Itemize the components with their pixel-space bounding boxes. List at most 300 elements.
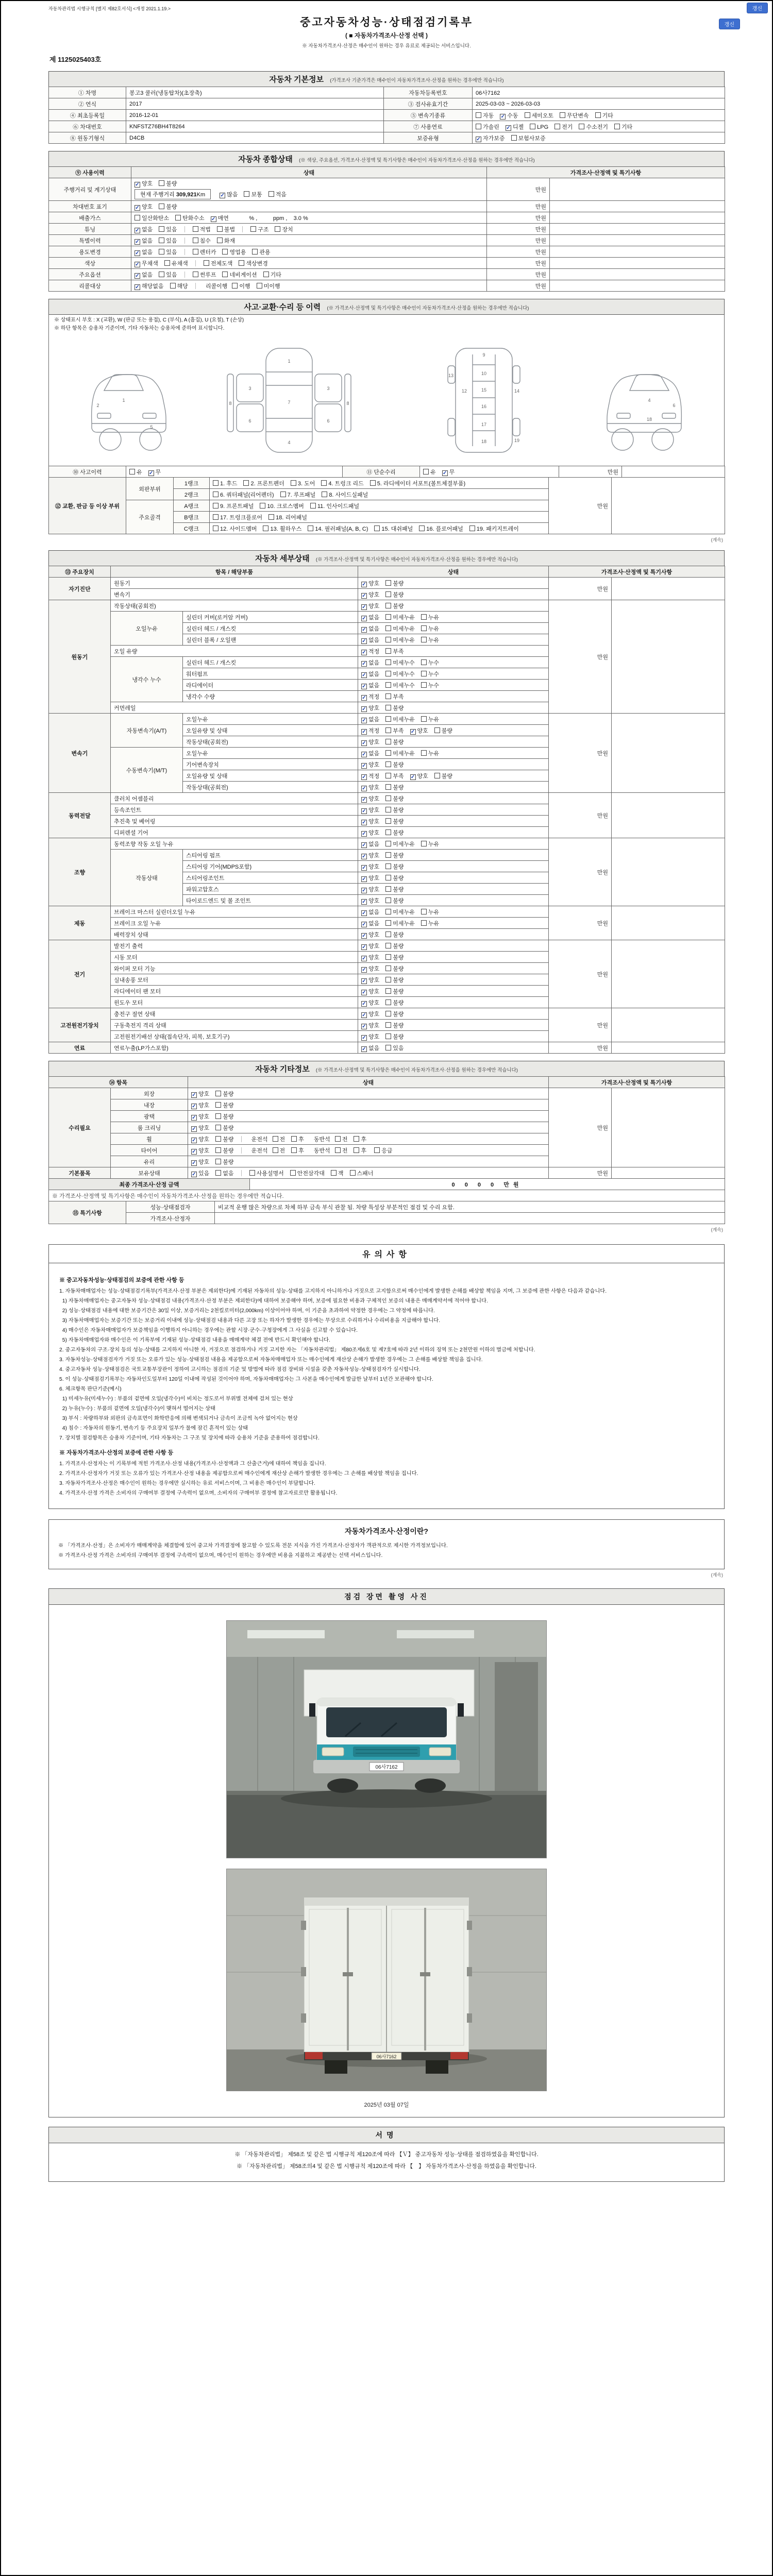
checkbox-option[interactable]: 침수 [193,236,211,245]
checkbox-option[interactable]: ✓ 양호 [192,1136,210,1143]
col-item: 항목 / 해당부품 [111,566,358,578]
status-options [358,793,549,804]
unchecked-checkbox-icon [385,637,391,642]
checkbox-option[interactable]: ✓ 양호 [362,761,380,769]
checkbox-option[interactable]: 불량 [434,772,452,780]
checkbox-option[interactable]: ✓ 양호 [362,1033,380,1041]
checkbox-option[interactable]: 미세누유 [385,624,415,633]
seat-side-label: 운전석 [251,1136,268,1143]
checkbox-option[interactable]: ✓ 적정 [362,693,380,701]
mainoption-options [135,272,183,278]
checkbox-option[interactable]: ✓ 양호 [362,852,380,859]
checkbox-option[interactable]: 14. 필러패널(A, B, C) [308,524,368,533]
unchecked-checkbox-icon [595,112,601,118]
checkbox-option[interactable]: 미세누유 [385,919,415,927]
unchecked-checkbox-icon [421,716,427,722]
remark-cell [612,578,725,600]
checkbox-option[interactable]: 불량 [215,1124,233,1132]
text-line: ※ 가격조사·산정 가격은 소비자의 구매여부 결정에 구속력이 없으며, 매수인이 원하는 경우에만 비용을 지불하고 제공받는 선택 서비스입니다. [58,1553,383,1559]
photo-section-title: 점검 장면 촬영 사진 [49,1589,724,1605]
checkbox-option[interactable]: 3. 도어 [291,479,315,487]
remark-cell [612,906,725,940]
checkbox-option[interactable]: 유채색 [164,259,188,267]
unchecked-checkbox-icon [215,1102,221,1108]
remark-cell [612,1167,725,1179]
exchange-label: ⑫ 교환, 판금 등 이상 부위 [49,478,126,534]
checkbox-option[interactable]: ✓ 양호 [192,1159,210,1166]
item-label: 실린더 헤드 / 개스킷 [183,623,358,634]
checkbox-option[interactable]: 구조 [250,225,268,233]
col-status: 상태 [131,167,487,178]
checked-checkbox-icon: ✓ [135,239,140,245]
refresh-badge[interactable]: 갱신 [719,19,740,29]
checkbox-option[interactable]: 불량 [215,1146,233,1155]
checkbox-option[interactable]: 불량 [385,930,404,939]
checked-checkbox-icon: ✓ [192,1171,196,1177]
checkbox-option[interactable]: 후 [354,1146,366,1155]
checkbox-option[interactable]: 누유 [421,613,439,621]
checkbox-option[interactable]: 전기 [554,123,573,131]
checkbox-option[interactable]: 부족 [385,772,404,780]
car-diagram-panel [48,335,725,466]
checkbox-option[interactable]: ✓ 양호 [362,1022,380,1029]
checkbox-option[interactable]: 불량 [385,817,404,825]
checkbox-option[interactable]: 일산화탄소 [135,214,169,222]
checkbox-option[interactable]: 불량 [215,1090,233,1098]
checkbox-option[interactable]: 누수 [421,658,439,667]
checkbox-option[interactable]: 누수 [421,681,439,689]
checkbox-option[interactable]: ✓ 양호 [410,727,428,735]
checkbox-option[interactable]: 안전삼각대 [290,1169,325,1177]
checkbox-option[interactable]: ✓ 매연 [211,215,229,222]
checkbox-option[interactable]: 미세누수 [385,658,415,667]
checkbox-option[interactable]: 불량 [385,794,404,803]
checkbox-option[interactable]: 불량 [385,602,404,610]
checkbox-option[interactable]: ✓ 양호 [362,988,380,995]
checkbox-option[interactable]: 18. 리어패널 [268,513,307,521]
checkbox-option[interactable]: 네비게이션 [222,270,257,279]
field-label: ④ 최초등록일 [49,110,126,121]
checkbox-option[interactable]: 있음 [385,1044,404,1052]
table-row-color [49,258,725,269]
checkbox-option[interactable]: ✓ 디젤 [506,124,524,131]
checkbox-option[interactable]: 불법 [217,225,235,233]
checkbox-option[interactable]: ✓ 양호 [362,954,380,961]
checked-checkbox-icon: ✓ [476,136,481,142]
checkbox-option[interactable]: 응급 [374,1146,392,1155]
checkbox-option[interactable]: 불량 [385,1021,404,1029]
checkbox-option[interactable]: 부족 [385,726,404,735]
checkbox-option[interactable]: 5. 라디에이터 서포트(볼트체결부품) [370,479,465,487]
checkbox-option[interactable]: ✓ 없음 [362,614,380,621]
checkbox-option[interactable]: ✓ 해당없음 [135,283,164,290]
price-cell: 만원 [549,940,612,1008]
checkbox-option[interactable]: 누유 [421,636,439,644]
checkbox-option[interactable]: ✓ 적정 [362,648,380,655]
checkbox-option[interactable]: ✓ 없음 [135,249,153,256]
checkbox-option[interactable]: 불량 [215,1158,233,1166]
checkbox-option[interactable]: ✓ 없음 [135,238,153,245]
legend-line: ※ 하단 항목은 승용차 기준이며, 기타 자동차는 승용차에 준하여 표시합니다. [54,326,225,331]
checkbox-option[interactable]: 영업용 [222,248,246,256]
checkbox-option[interactable]: 누유 [421,840,439,848]
checkbox-option[interactable]: ✓ 양호 [362,784,380,791]
checkbox-option[interactable]: ✓ 양호 [362,943,380,950]
checkbox-option[interactable]: 불량 [385,987,404,995]
checkbox-option[interactable]: 불량 [385,851,404,859]
checkbox-option[interactable]: 17. 트렁크플로어 [213,513,262,521]
checkbox-option[interactable]: ✓ 무채색 [135,260,158,267]
checkbox-option[interactable]: ✓ 양호 [192,1113,210,1121]
sub-group-label: 작동상태 [111,850,183,906]
rank1-items [210,478,549,489]
checkbox-option[interactable]: ✓ 없음 [362,671,380,678]
checkbox-option[interactable]: 불량 [385,579,404,587]
checkbox-option[interactable]: ✓ 양호 [362,591,380,599]
panel-number-label: 6 [327,418,330,423]
checkbox-option[interactable]: 불량 [385,976,404,984]
unchecked-checkbox-icon [213,503,219,509]
checkbox-option[interactable]: 후 [291,1146,304,1155]
checkbox-option[interactable]: 이행 [232,282,250,290]
checkbox-option[interactable]: 불량 [385,964,404,973]
checkbox-option[interactable]: 미세누유 [385,749,415,757]
checkbox-option[interactable]: 불량 [385,942,404,950]
checkbox-option[interactable]: ✓ 양호 [362,999,380,1007]
checkbox-option[interactable]: ✓ 양호 [362,965,380,973]
checkbox-option[interactable]: ✓ 양호 [192,1102,210,1109]
checkbox-option[interactable]: 10. 크로스멤버 [260,502,304,510]
unchecked-checkbox-icon [385,693,391,699]
text-line: 5. 이 성능·상태점검기록부는 자동차인도일부터 120일 이내에 작성된 것이어야 하며, 자동차매매업자는 그 사본을 매수인에게 발급한 날부터 1년간 보관해야 합니다. [59,1377,433,1382]
checkbox-option[interactable]: ✓ 없음 [362,716,380,723]
rankB-items [210,512,549,523]
checkbox-option[interactable]: LPG [530,124,548,130]
checkbox-option[interactable]: 렌터카 [193,248,216,256]
checkbox-option[interactable]: ✓ 많음 [220,192,238,198]
checkbox-option[interactable]: 8. 사이드실패널 [322,490,368,499]
checkbox-option[interactable]: 없음 [215,1169,233,1177]
checkbox-option[interactable]: 불량 [385,885,404,893]
checkbox-option[interactable]: 세미오토 [525,111,554,120]
checkbox-option[interactable]: 6. 쿼터패널(리어펜더) [213,490,274,499]
remark-cell [612,1008,725,1042]
checkbox-option[interactable]: 있음 [159,270,177,279]
checkbox-option[interactable]: 부족 [385,647,404,655]
checkbox-option[interactable]: 11. 인사이드패널 [310,502,359,510]
checkbox-option[interactable]: ✓ 양호 [362,795,380,803]
checkbox-option[interactable]: 미세누유 [385,636,415,644]
checkbox-option[interactable]: ✓ 양호 [362,603,380,610]
checkbox-option[interactable]: ✓ 적정 [362,727,380,735]
item-label: 타이어 [111,1145,188,1156]
checkbox-option[interactable]: ✓ 양호 [362,1011,380,1018]
first-registration-value: 2016-12-01 [126,110,384,121]
checkbox-option[interactable]: ✓ 양호 [362,705,380,712]
checkbox-option[interactable]: ✓ 없음 [362,637,380,644]
checkbox-option[interactable]: ✓ 양호 [362,977,380,984]
checkbox-option[interactable]: ✓ 없음 [362,920,380,927]
checkbox-option[interactable]: 불량 [385,806,404,814]
table-row-options [49,269,725,280]
item-label: 오일누유 [183,748,358,759]
checkbox-option[interactable]: 적음 [268,190,287,198]
price-cell: 만원 [487,258,550,269]
price-cell: 만원 [549,1088,612,1167]
sub-group-label: 자동변속기(A/T) [111,714,183,748]
tuning-cell [131,224,487,235]
checkbox-option[interactable]: 불량 [385,862,404,871]
checked-checkbox-icon: ✓ [362,842,366,848]
unchecked-checkbox-icon [159,238,164,243]
checkbox-option[interactable]: 불량 [385,998,404,1007]
checkbox-option[interactable]: 기타 [595,111,613,120]
divider [184,238,185,244]
checkbox-option[interactable]: 미세누유 [385,908,415,916]
checkbox-option[interactable]: ✓ 없음 [135,272,153,279]
checkbox-option[interactable]: 관용 [252,248,270,256]
unchecked-checkbox-icon [385,614,391,620]
checkbox-option[interactable]: 불량 [159,202,177,211]
truck-rear-photo-illustration [227,1869,546,2091]
checkbox-option[interactable]: ✓ 없음 [362,682,380,689]
checkbox-option[interactable]: 불량 [215,1135,233,1143]
checkbox-option[interactable]: ✓ 양호 [362,829,380,837]
checkbox-option[interactable]: 7. 루프패널 [280,490,316,499]
checkbox-option[interactable]: 불량 [215,1112,233,1121]
checkbox-option[interactable]: 있음 [159,236,177,245]
final-price-note: ※ 가격조사·산정액 및 특기사항은 매수인이 자동차가격조사·산정을 원하는 경우에만 적습니다. [49,1190,725,1201]
checkbox-option[interactable]: ✓ 없음 [362,841,380,848]
unchecked-checkbox-icon [217,226,223,232]
checkbox-option[interactable]: 미세누수 [385,681,415,689]
item-label: 스티어링 펌프 [183,850,358,861]
checkbox-option[interactable]: 불량 [385,896,404,905]
item-label: 실린더 헤드 / 개스킷 [183,657,358,668]
item-label: 디퍼렌셜 기어 [111,827,358,838]
checkbox-option[interactable]: 전 [335,1135,348,1143]
checkbox-option[interactable]: ✓ 양호 [192,1125,210,1132]
unchecked-checkbox-icon [204,260,209,266]
checkbox-option[interactable]: 색상변경 [239,259,268,267]
checkbox-option[interactable]: 16. 플로어패널 [419,524,463,533]
unchecked-checkbox-icon [273,1136,278,1142]
checkbox-option[interactable]: ✓ 없음 [362,909,380,916]
rank-label: 2랭크 [174,489,210,500]
color-options [135,261,194,267]
checkbox-option[interactable]: 누유 [421,919,439,927]
vehicle-name-value: 봉고3 쿨러(냉동탑차)(초장축) [126,87,384,98]
field-label: ② 연식 [49,98,126,110]
table-row-special [49,235,725,246]
unchecked-checkbox-icon [331,1170,337,1176]
checkbox-option[interactable]: ✓ 양호 [362,818,380,825]
item-label: 고전원전기배선 상태(접속단자, 피복, 보호기구) [111,1031,358,1042]
checkbox-option[interactable]: 해당 [170,282,188,290]
checkbox-option[interactable]: ✓ 양호 [410,773,428,780]
section-detail-title: 자동차 세부상태 [255,554,310,563]
checkbox-option[interactable]: ✓ 없음 [135,226,153,233]
checkbox-option[interactable]: 불량 [385,590,404,599]
checkbox-option[interactable]: 누유 [421,908,439,916]
checkbox-option[interactable]: 2. 프론트펜더 [243,479,284,487]
table-row-usechange [49,246,725,258]
checkbox-option[interactable]: ✓ 양호 [135,181,153,188]
checkbox-option[interactable]: 부족 [385,692,404,701]
checkbox-option[interactable]: ✓ 양호 [135,204,153,211]
checkbox-option[interactable]: 스패너 [350,1169,374,1177]
panel-number-label: 14 [514,388,519,394]
checkbox-option[interactable]: ✓ 무 [442,469,455,476]
unchecked-checkbox-icon [385,671,391,676]
checkbox-option[interactable]: 적법 [193,225,211,233]
checkbox-option[interactable]: 자동 [476,111,494,120]
checkbox-option[interactable]: 불량 [215,1101,233,1109]
checkbox-option[interactable]: 15. 대쉬패널 [374,524,413,533]
checkbox-option[interactable]: 불량 [434,726,452,735]
checkbox-option[interactable]: ✓ 양호 [362,875,380,882]
checkbox-option[interactable]: ✓ 무 [148,469,161,476]
checkbox-option[interactable]: 누수 [421,670,439,678]
unchecked-checkbox-icon [469,526,475,531]
checkbox-option[interactable]: ✓ 양호 [362,580,380,587]
checkbox-option[interactable]: ✓ 양호 [362,807,380,814]
checkbox-option[interactable]: 미이행 [257,282,280,290]
unchecked-checkbox-icon [385,580,391,586]
checkbox-option[interactable]: ✓ 양호 [362,931,380,939]
checkbox-option[interactable]: ✓ 수동 [500,112,518,120]
checkbox-option[interactable]: 불량 [385,874,404,882]
checkbox-option[interactable]: 불량 [159,179,177,188]
checkbox-option[interactable]: ✓ 양호 [362,739,380,746]
checkbox-option[interactable]: 탄화수소 [175,214,205,222]
checkbox-option[interactable]: 기타 [263,270,281,279]
checkbox-option[interactable]: 불량 [385,828,404,837]
checkbox-option[interactable]: 전 [273,1146,285,1155]
checked-checkbox-icon: ✓ [410,774,415,780]
checkbox-option[interactable]: 불량 [385,760,404,769]
accident-history-options [126,466,343,478]
checkbox-option[interactable]: ✓ 양호 [192,1091,210,1098]
checkbox-option[interactable]: 미세누유 [385,840,415,848]
item-label: 기어변속장치 [183,759,358,770]
checkbox-option[interactable]: 불량 [385,704,404,712]
unchecked-checkbox-icon [385,603,391,608]
checkbox-option[interactable]: ✓ 없음 [362,750,380,757]
checkbox-option[interactable]: 누유 [421,624,439,633]
checkbox-option[interactable]: 9. 프론트패널 [213,502,254,510]
divider [195,260,196,266]
checkbox-option[interactable]: 수소전기 [579,123,608,131]
checkbox-option[interactable]: ✓ 적정 [362,773,380,780]
checkbox-option[interactable]: ✓ 양호 [362,886,380,893]
unchecked-checkbox-icon [385,965,391,971]
checkbox-option[interactable]: ✓ 있음 [192,1170,210,1177]
checkbox-option[interactable]: 가솔린 [476,123,499,131]
checkbox-option[interactable]: 1. 후드 [213,479,237,487]
checkbox-option[interactable]: 보험사보증 [511,134,546,142]
checkbox-option[interactable]: 미세누유 [385,613,415,621]
checkbox-option[interactable]: 유 [423,468,436,476]
checked-checkbox-icon: ✓ [362,1035,366,1041]
checked-checkbox-icon: ✓ [362,694,366,701]
recall-sub-label: 리콜이행 [205,283,228,290]
checkbox-option[interactable]: 장치 [275,225,293,233]
item-label: 라디에이터 [183,680,358,691]
checkbox-option[interactable]: 있음 [159,248,177,256]
odometer-unit: Km [196,192,206,198]
checkbox-option[interactable]: 4. 트렁크 리드 [321,479,363,487]
checkbox-option[interactable]: 불량 [385,1032,404,1041]
checkbox-option[interactable]: 유 [129,468,142,476]
checkbox-option[interactable]: 썬루프 [193,270,216,279]
status-options [191,1148,240,1154]
checkbox-option[interactable]: 후 [291,1135,304,1143]
checkbox-option[interactable]: 19. 패키지트레이 [469,524,519,533]
usechange-cell [131,246,487,258]
checkbox-option[interactable]: ✓ 양호 [362,897,380,905]
checkbox-option[interactable]: 불량 [385,738,404,746]
checkbox-option[interactable]: 불량 [385,953,404,961]
checked-checkbox-icon: ✓ [442,470,447,476]
fuel-options [473,121,725,132]
price-cell: 만원 [549,600,612,714]
checkbox-option[interactable]: 누유 [421,715,439,723]
checked-checkbox-icon: ✓ [135,250,140,256]
refresh-badge-top[interactable]: 갱신 [747,3,768,13]
checked-checkbox-icon: ✓ [362,1023,366,1029]
appraiser-opinion-text [215,1213,725,1224]
checkbox-option[interactable]: 불량 [385,783,404,791]
checkbox-option[interactable]: ✓ 없음 [362,659,380,667]
checked-checkbox-icon: ✓ [362,921,366,927]
checkbox-option[interactable]: 후 [354,1135,366,1143]
checkbox-option[interactable]: 사용설명서 [249,1169,284,1177]
checkbox-option[interactable]: 13. 휠하우스 [263,524,301,533]
checkbox-option[interactable]: 미세누유 [385,715,415,723]
checkbox-option[interactable]: 불량 [385,1010,404,1018]
checkbox-option[interactable]: ✓ 없음 [362,1045,380,1052]
checkbox-option[interactable]: 전체도색 [204,259,233,267]
unchecked-checkbox-icon [222,249,228,255]
checkbox-option[interactable]: 누유 [421,749,439,757]
checkbox-option[interactable]: 미세누수 [385,670,415,678]
price-definition-lines [58,1541,715,1561]
unchecked-checkbox-icon [385,977,391,982]
checkbox-option[interactable]: 기타 [614,123,632,131]
checkbox-option[interactable]: 무단변속 [560,111,589,120]
divider [184,226,185,232]
checkbox-option[interactable]: ✓ 양호 [362,863,380,871]
checkbox-option[interactable]: 화재 [217,236,235,245]
checkbox-option[interactable]: 전 [335,1146,348,1155]
checkbox-option[interactable]: ✓ 양호 [192,1147,210,1155]
checkbox-option[interactable]: 전 [273,1135,285,1143]
section-basic-title: 자동차 기본정보 [269,75,324,84]
unchecked-checkbox-icon [244,191,249,197]
recall-options [135,283,194,290]
checkbox-option[interactable]: 12. 사이드멤버 [213,524,257,533]
checkbox-option[interactable]: ✓ 없음 [362,625,380,633]
unchecked-checkbox-icon [164,260,170,266]
checkbox-option[interactable]: 잭 [331,1169,344,1177]
checkbox-option[interactable]: 보통 [244,190,262,198]
item-label: 오일유량 및 상태 [183,725,358,736]
checked-checkbox-icon: ✓ [362,762,366,769]
checkbox-option[interactable]: ✓ 자가보증 [476,135,505,142]
table-row [49,121,725,132]
checkbox-option[interactable]: 있음 [159,225,177,233]
